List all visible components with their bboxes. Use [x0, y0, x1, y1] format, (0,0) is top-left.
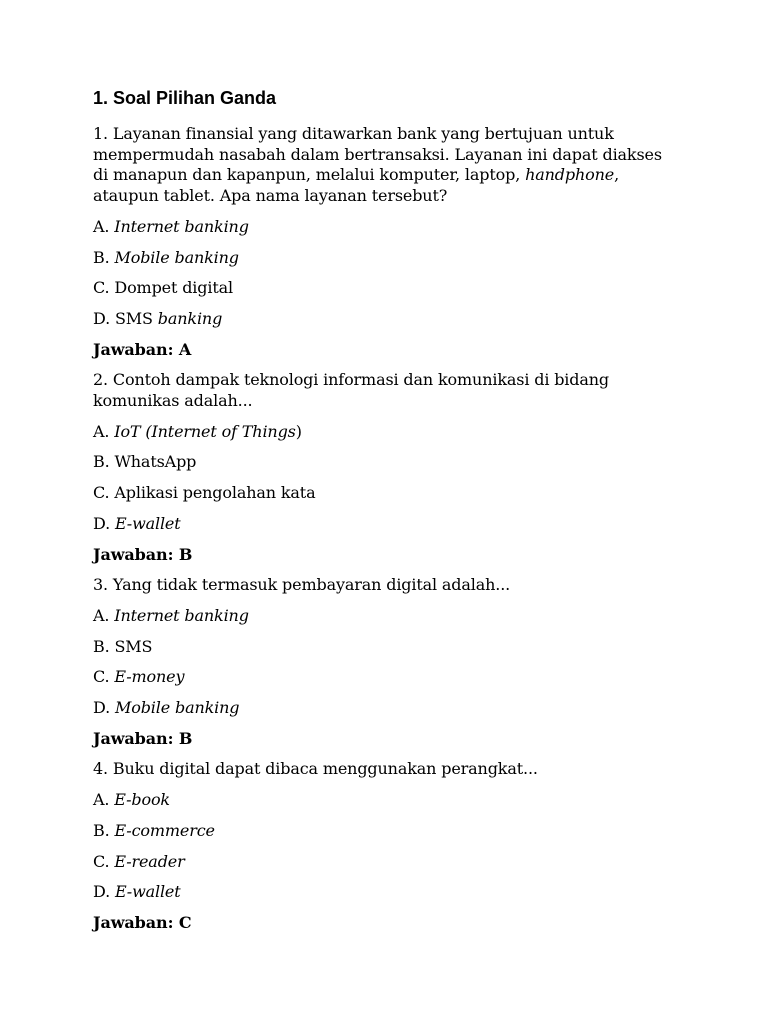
- question-4-option-a: A. E-book: [93, 790, 170, 810]
- question-4-text: 4. Buku digital dapat dibaca menggunakan perangkat...: [93, 759, 538, 779]
- question-2-option-b: B. WhatsApp: [93, 452, 197, 472]
- question-2-answer: Jawaban: B: [93, 544, 193, 564]
- question-2-option-d: D. E-wallet: [93, 513, 181, 533]
- question-1-option-b: B. Mobile banking: [93, 247, 239, 267]
- question-1-text: 1. Layanan finansial yang ditawarkan bank yang bertujuan untuk mempermudah nasabah dalam bertransaksi. Layanan ini dapat diakses di manapun dan kapanpun, melalui komputer, laptop, handphone, ataupun tablet. Apa nama layanan tersebut?: [93, 124, 662, 206]
- question-4-option-c: C. E-reader: [93, 851, 185, 871]
- question-3-option-c: C. E-money: [93, 667, 185, 687]
- question-3-text: 3. Yang tidak termasuk pembayaran digital adalah...: [93, 575, 511, 595]
- question-1-option-a: A. Internet banking: [93, 216, 249, 236]
- question-2-option-a: A. IoT (Internet of Things): [93, 421, 302, 441]
- question-list: [93, 124, 663, 944]
- question-3-option-b: B. SMS: [93, 636, 153, 656]
- question-3-option-a: A. Internet banking: [93, 605, 249, 625]
- question-1-answer: Jawaban: A: [93, 339, 192, 359]
- question-1-option-d: D. SMS banking: [93, 308, 223, 328]
- question-2-option-c: C. Aplikasi pengolahan kata: [93, 483, 316, 503]
- section-heading: 1. Soal Pilihan Ganda: [93, 88, 277, 108]
- question-3-option-d: D. Mobile banking: [93, 698, 240, 718]
- question-4-option-b: B. E-commerce: [93, 820, 215, 840]
- question-1-option-c: C. Dompet digital: [93, 278, 233, 298]
- question-3-answer: Jawaban: B: [93, 728, 193, 748]
- question-2-text: 2. Contoh dampak teknologi informasi dan komunikasi di bidang komunikas adalah...: [93, 370, 610, 411]
- question-4-option-d: D. E-wallet: [93, 882, 181, 902]
- question-4-answer: Jawaban: C: [93, 912, 192, 932]
